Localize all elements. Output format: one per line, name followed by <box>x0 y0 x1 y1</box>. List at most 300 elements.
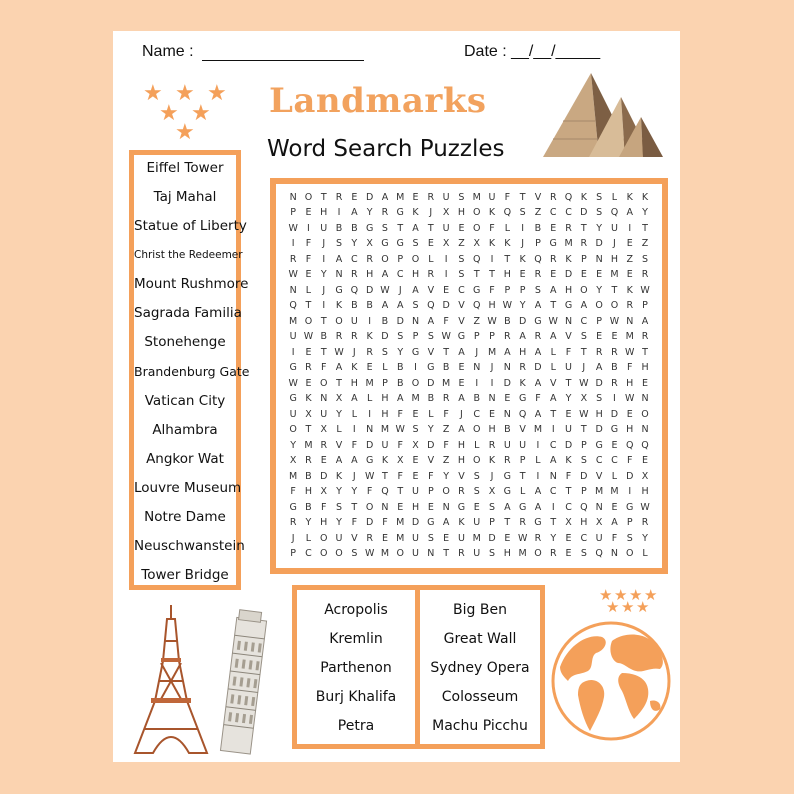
grid-letter[interactable]: T <box>397 222 404 234</box>
grid-letter[interactable]: A <box>458 424 465 436</box>
grid-letter[interactable]: I <box>368 408 372 420</box>
grid-letter[interactable]: K <box>626 284 633 296</box>
grid-letter[interactable]: U <box>519 439 527 451</box>
grid-letter[interactable]: S <box>473 470 480 482</box>
grid-letter[interactable]: F <box>489 284 495 296</box>
grid-letter[interactable]: S <box>458 253 465 265</box>
grid-letter[interactable]: E <box>305 377 312 389</box>
grid-letter[interactable]: H <box>320 517 328 529</box>
grid-letter[interactable]: I <box>521 222 525 234</box>
grid-letter[interactable]: H <box>503 548 511 560</box>
grid-letter[interactable]: H <box>366 269 374 281</box>
grid-letter[interactable]: F <box>397 439 403 451</box>
grid-letter[interactable]: S <box>412 300 419 312</box>
grid-letter[interactable]: I <box>551 424 555 436</box>
grid-letter[interactable]: F <box>366 486 373 498</box>
grid-letter[interactable]: F <box>504 192 511 203</box>
grid-letter[interactable]: Y <box>427 424 434 436</box>
grid-letter[interactable]: A <box>458 393 465 405</box>
grid-letter[interactable]: G <box>457 331 466 343</box>
grid-letter[interactable]: G <box>335 284 343 296</box>
grid-letter[interactable]: V <box>519 424 526 436</box>
grid-letter[interactable]: H <box>595 408 603 420</box>
grid-letter[interactable]: W <box>441 331 451 343</box>
grid-letter[interactable]: T <box>550 300 557 312</box>
grid-letter[interactable]: B <box>335 222 343 234</box>
grid-letter[interactable]: E <box>412 455 419 467</box>
grid-letter[interactable]: J <box>460 408 463 420</box>
grid-letter[interactable]: A <box>335 455 343 467</box>
grid-letter[interactable]: E <box>458 377 465 389</box>
grid-letter[interactable]: L <box>428 253 434 265</box>
grid-letter[interactable]: R <box>305 362 312 374</box>
grid-letter[interactable]: U <box>320 222 328 234</box>
grid-letter[interactable]: J <box>475 346 479 358</box>
grid-letter[interactable]: V <box>427 455 435 467</box>
grid-letter[interactable]: Q <box>610 207 619 219</box>
grid-letter[interactable]: B <box>534 222 542 234</box>
grid-letter[interactable]: G <box>381 238 389 250</box>
grid-letter[interactable]: G <box>626 501 634 513</box>
grid-letter[interactable]: R <box>458 548 465 560</box>
grid-letter[interactable]: T <box>519 192 526 203</box>
grid-letter[interactable]: D <box>365 517 374 529</box>
grid-letter[interactable]: E <box>381 532 388 544</box>
grid-letter[interactable]: N <box>320 393 328 405</box>
grid-letter[interactable]: E <box>458 362 465 374</box>
grid-letter[interactable]: F <box>443 315 449 327</box>
grid-letter[interactable]: Y <box>351 238 358 250</box>
grid-letter[interactable]: E <box>458 222 465 234</box>
grid-letter[interactable]: P <box>519 455 526 467</box>
grid-letter[interactable]: F <box>611 532 618 544</box>
grid-letter[interactable]: S <box>412 238 419 250</box>
grid-letter[interactable]: H <box>488 300 496 312</box>
grid-letter[interactable]: X <box>641 470 649 482</box>
grid-letter[interactable]: W <box>625 393 635 405</box>
grid-letter[interactable]: A <box>427 315 435 327</box>
grid-letter[interactable]: O <box>320 377 328 389</box>
grid-letter[interactable]: D <box>427 439 435 451</box>
grid-letter[interactable]: G <box>365 455 374 467</box>
grid-letter[interactable]: F <box>382 517 388 529</box>
grid-letter[interactable]: P <box>412 331 419 343</box>
grid-letter[interactable]: Q <box>580 501 588 513</box>
grid-letter[interactable]: M <box>289 315 298 327</box>
grid-letter[interactable]: S <box>519 207 526 219</box>
grid-letter[interactable]: M <box>487 346 497 358</box>
grid-letter[interactable]: N <box>626 315 634 327</box>
grid-letter[interactable]: E <box>580 269 587 281</box>
grid-letter[interactable]: W <box>288 222 298 234</box>
grid-letter[interactable]: U <box>565 362 573 374</box>
grid-letter[interactable]: F <box>443 408 449 420</box>
grid-letter[interactable]: T <box>642 222 648 234</box>
grid-letter[interactable]: O <box>534 548 542 560</box>
grid-letter[interactable]: P <box>290 548 297 560</box>
grid-letter[interactable]: W <box>579 408 589 420</box>
grid-letter[interactable]: S <box>381 222 388 234</box>
grid-letter[interactable]: Z <box>442 424 450 436</box>
grid-letter[interactable]: C <box>458 284 465 296</box>
grid-letter[interactable]: X <box>366 238 373 250</box>
grid-letter[interactable]: M <box>533 424 543 436</box>
grid-letter[interactable]: R <box>549 253 557 265</box>
grid-letter[interactable]: L <box>520 486 526 498</box>
grid-letter[interactable]: W <box>548 315 558 327</box>
grid-letter[interactable]: G <box>427 362 435 374</box>
grid-letter[interactable]: M <box>610 269 619 281</box>
grid-letter[interactable]: E <box>642 377 649 389</box>
grid-letter[interactable]: M <box>564 238 573 250</box>
grid-letter[interactable]: R <box>335 192 343 203</box>
grid-letter[interactable]: L <box>382 362 388 374</box>
grid-letter[interactable]: B <box>305 470 312 482</box>
grid-letter[interactable]: S <box>642 253 649 265</box>
grid-letter[interactable]: R <box>427 192 435 203</box>
grid-letter[interactable]: H <box>457 207 466 219</box>
grid-letter[interactable]: Y <box>336 517 342 529</box>
grid-letter[interactable]: O <box>473 207 481 219</box>
grid-letter[interactable]: S <box>596 192 603 203</box>
grid-letter[interactable]: K <box>458 517 465 529</box>
grid-letter[interactable]: D <box>564 439 573 451</box>
grid-letter[interactable]: O <box>411 253 420 265</box>
grid-letter[interactable]: F <box>305 253 312 265</box>
grid-letter[interactable]: A <box>641 315 649 327</box>
grid-letter[interactable]: D <box>396 315 404 327</box>
grid-letter[interactable]: B <box>442 362 450 374</box>
grid-letter[interactable]: Y <box>443 470 450 482</box>
grid-letter[interactable]: Q <box>381 486 389 498</box>
grid-letter[interactable]: V <box>427 284 435 296</box>
grid-letter[interactable]: K <box>641 192 649 203</box>
grid-letter[interactable]: O <box>411 377 420 389</box>
grid-letter[interactable]: S <box>381 346 388 358</box>
grid-letter[interactable]: H <box>381 393 389 405</box>
grid-letter[interactable]: Y <box>397 346 404 358</box>
grid-letter[interactable]: E <box>565 548 572 560</box>
grid-letter[interactable]: E <box>626 408 633 420</box>
grid-letter[interactable]: E <box>611 439 618 451</box>
grid-letter[interactable]: A <box>351 207 358 219</box>
grid-letter[interactable]: C <box>565 207 572 219</box>
grid-letter[interactable]: N <box>381 501 389 513</box>
grid-letter[interactable]: W <box>625 346 635 358</box>
grid-letter[interactable]: D <box>488 532 496 544</box>
grid-letter[interactable]: S <box>489 501 496 513</box>
grid-letter[interactable]: D <box>411 517 420 529</box>
grid-letter[interactable]: E <box>366 362 373 374</box>
grid-letter[interactable]: E <box>427 501 434 513</box>
grid-letter[interactable]: A <box>458 346 465 358</box>
grid-letter[interactable]: G <box>289 362 297 374</box>
grid-letter[interactable]: L <box>428 408 434 420</box>
grid-letter[interactable]: B <box>305 501 312 513</box>
grid-letter[interactable]: H <box>457 455 466 467</box>
grid-letter[interactable]: B <box>366 300 373 312</box>
grid-letter[interactable]: G <box>549 238 557 250</box>
grid-letter[interactable]: D <box>595 377 603 389</box>
grid-letter[interactable]: G <box>518 393 527 405</box>
grid-letter[interactable]: Y <box>642 532 648 544</box>
grid-letter[interactable]: C <box>565 501 572 513</box>
grid-letter[interactable]: S <box>351 548 358 560</box>
grid-letter[interactable]: G <box>610 424 619 436</box>
grid-letter[interactable]: S <box>458 192 465 203</box>
grid-letter[interactable]: T <box>580 222 587 234</box>
grid-letter[interactable]: Y <box>596 222 603 234</box>
grid-letter[interactable]: O <box>626 548 634 560</box>
grid-letter[interactable]: U <box>503 439 511 451</box>
grid-letter[interactable]: A <box>504 501 511 513</box>
grid-letter[interactable]: F <box>565 470 572 482</box>
grid-letter[interactable]: R <box>641 331 649 343</box>
grid-letter[interactable]: X <box>335 393 343 405</box>
grid-letter[interactable]: X <box>595 517 603 529</box>
grid-letter[interactable]: P <box>626 517 633 529</box>
grid-letter[interactable]: B <box>396 362 404 374</box>
grid-letter[interactable]: E <box>504 393 511 405</box>
grid-letter[interactable]: Q <box>427 300 435 312</box>
grid-letter[interactable]: W <box>640 284 650 296</box>
grid-letter[interactable]: S <box>427 532 434 544</box>
grid-letter[interactable]: T <box>443 548 450 560</box>
grid-letter[interactable]: Y <box>596 284 603 296</box>
grid-letter[interactable]: T <box>443 346 450 358</box>
grid-letter[interactable]: H <box>411 269 420 281</box>
grid-letter[interactable]: A <box>519 331 526 343</box>
grid-letter[interactable]: Y <box>305 517 312 529</box>
grid-letter[interactable]: O <box>365 501 374 513</box>
grid-letter[interactable]: P <box>580 486 587 498</box>
grid-letter[interactable]: S <box>336 501 343 513</box>
grid-letter[interactable]: V <box>458 470 465 482</box>
grid-letter[interactable]: U <box>412 548 420 560</box>
grid-letter[interactable]: N <box>289 284 297 296</box>
grid-letter[interactable]: G <box>473 284 481 296</box>
grid-letter[interactable]: T <box>565 486 572 498</box>
grid-letter[interactable]: X <box>320 424 327 436</box>
grid-letter[interactable]: P <box>580 253 587 265</box>
grid-letter[interactable]: S <box>412 424 419 436</box>
grid-letter[interactable]: I <box>444 253 448 265</box>
grid-letter[interactable]: N <box>641 393 649 405</box>
grid-letter[interactable]: P <box>489 331 495 343</box>
grid-letter[interactable]: E <box>305 269 312 281</box>
grid-letter[interactable]: G <box>427 517 435 529</box>
grid-letter[interactable]: S <box>427 331 434 343</box>
grid-letter[interactable]: C <box>305 548 312 560</box>
grid-letter[interactable]: Y <box>366 207 373 219</box>
grid-letter[interactable]: P <box>290 207 297 219</box>
grid-letter[interactable]: A <box>534 486 542 498</box>
grid-letter[interactable]: L <box>550 346 556 358</box>
grid-letter[interactable]: A <box>335 362 343 374</box>
grid-letter[interactable]: O <box>595 300 603 312</box>
grid-letter[interactable]: T <box>504 253 511 265</box>
grid-letter[interactable]: K <box>488 238 496 250</box>
grid-letter[interactable]: X <box>396 455 404 467</box>
grid-letter[interactable]: B <box>473 393 480 405</box>
grid-letter[interactable]: N <box>366 424 374 436</box>
grid-letter[interactable]: L <box>550 362 556 374</box>
grid-letter[interactable]: A <box>381 192 389 203</box>
grid-letter[interactable]: X <box>580 393 588 405</box>
grid-letter[interactable]: T <box>611 284 618 296</box>
grid-letter[interactable]: J <box>490 470 494 482</box>
grid-letter[interactable]: N <box>595 253 603 265</box>
grid-letter[interactable]: I <box>475 377 479 389</box>
grid-letter[interactable]: Z <box>458 238 465 250</box>
grid-letter[interactable]: U <box>473 517 481 529</box>
grid-letter[interactable]: A <box>534 501 542 513</box>
grid-letter[interactable]: X <box>442 207 450 219</box>
grid-letter[interactable]: T <box>580 346 587 358</box>
grid-letter[interactable]: K <box>335 300 343 312</box>
grid-letter[interactable]: W <box>502 300 513 312</box>
grid-letter[interactable]: V <box>458 315 465 327</box>
grid-letter[interactable]: E <box>412 470 419 482</box>
grid-letter[interactable]: H <box>503 269 511 281</box>
grid-letter[interactable]: O <box>473 455 481 467</box>
grid-letter[interactable]: F <box>428 470 434 482</box>
grid-letter[interactable]: Y <box>320 269 327 281</box>
grid-letter[interactable]: C <box>549 486 557 498</box>
grid-letter[interactable]: U <box>412 486 420 498</box>
grid-letter[interactable]: T <box>305 300 312 312</box>
grid-letter[interactable]: J <box>582 362 586 374</box>
grid-letter[interactable]: C <box>351 253 358 265</box>
grid-letter[interactable]: K <box>519 377 526 389</box>
grid-letter[interactable]: N <box>549 470 557 482</box>
grid-letter[interactable]: E <box>443 532 450 544</box>
grid-letter[interactable]: W <box>364 548 375 560</box>
grid-letter[interactable]: B <box>351 222 358 234</box>
grid-letter[interactable]: Q <box>641 439 649 451</box>
grid-letter[interactable]: R <box>519 362 526 374</box>
grid-letter[interactable]: A <box>534 300 542 312</box>
grid-letter[interactable]: P <box>382 377 388 389</box>
grid-letter[interactable]: O <box>580 284 588 296</box>
grid-letter[interactable]: D <box>442 300 450 312</box>
grid-letter[interactable]: G <box>289 393 297 405</box>
grid-letter[interactable]: E <box>642 455 649 467</box>
grid-letter[interactable]: S <box>397 331 404 343</box>
grid-letter[interactable]: U <box>457 532 465 544</box>
grid-letter[interactable]: E <box>427 238 434 250</box>
grid-letter[interactable]: X <box>488 486 496 498</box>
grid-letter[interactable]: O <box>320 532 328 544</box>
grid-letter[interactable]: E <box>412 408 419 420</box>
grid-letter[interactable]: D <box>365 284 374 296</box>
grid-letter[interactable]: I <box>414 362 417 374</box>
grid-letter[interactable]: T <box>382 470 388 482</box>
grid-letter[interactable]: T <box>519 470 526 482</box>
grid-letter[interactable]: A <box>396 300 404 312</box>
grid-letter[interactable]: H <box>304 486 313 498</box>
grid-letter[interactable]: U <box>289 331 297 343</box>
grid-letter[interactable]: R <box>595 346 603 358</box>
grid-letter[interactable]: S <box>336 238 343 250</box>
grid-letter[interactable]: O <box>442 486 450 498</box>
grid-letter[interactable]: K <box>351 362 358 374</box>
grid-letter[interactable]: G <box>396 207 404 219</box>
grid-letter[interactable]: Q <box>518 408 527 420</box>
grid-letter[interactable]: J <box>490 362 494 374</box>
grid-letter[interactable]: M <box>380 548 390 560</box>
grid-letter[interactable]: E <box>305 207 312 219</box>
grid-letter[interactable]: H <box>457 439 466 451</box>
grid-letter[interactable]: T <box>565 377 572 389</box>
grid-letter[interactable]: J <box>613 238 616 250</box>
grid-letter[interactable]: X <box>289 455 297 467</box>
grid-letter[interactable]: R <box>442 393 450 405</box>
grid-letter[interactable]: K <box>305 393 312 405</box>
grid-letter[interactable]: A <box>534 377 542 389</box>
grid-letter[interactable]: B <box>396 377 404 389</box>
grid-letter[interactable]: D <box>381 331 389 343</box>
grid-letter[interactable]: A <box>549 455 557 467</box>
grid-letter[interactable]: R <box>335 331 343 343</box>
grid-letter[interactable]: S <box>458 269 465 281</box>
grid-letter[interactable]: I <box>352 424 356 436</box>
grid-letter[interactable]: R <box>366 253 373 265</box>
grid-letter[interactable]: V <box>427 346 435 358</box>
grid-letter[interactable]: Q <box>473 300 481 312</box>
grid-letter[interactable]: O <box>335 315 343 327</box>
grid-letter[interactable]: R <box>320 439 328 451</box>
grid-letter[interactable]: B <box>504 315 511 327</box>
grid-letter[interactable]: I <box>613 393 616 405</box>
grid-letter[interactable]: E <box>611 331 618 343</box>
grid-letter[interactable]: M <box>518 548 527 560</box>
grid-letter[interactable]: I <box>368 315 372 327</box>
grid-letter[interactable]: Y <box>519 300 526 312</box>
grid-letter[interactable]: R <box>289 253 297 265</box>
grid-letter[interactable]: U <box>335 532 343 544</box>
grid-letter[interactable]: T <box>320 315 327 327</box>
grid-letter[interactable]: F <box>627 362 633 374</box>
grid-letter[interactable]: Y <box>290 439 297 451</box>
grid-letter[interactable]: K <box>381 455 389 467</box>
grid-letter[interactable]: V <box>351 532 358 544</box>
grid-letter[interactable]: U <box>610 222 618 234</box>
grid-letter[interactable]: X <box>565 517 572 529</box>
grid-letter[interactable]: W <box>288 269 298 281</box>
grid-letter[interactable]: Y <box>351 486 358 498</box>
grid-letter[interactable]: A <box>412 284 419 296</box>
grid-letter[interactable]: I <box>322 300 326 312</box>
grid-letter[interactable]: A <box>412 222 419 234</box>
grid-letter[interactable]: B <box>611 362 618 374</box>
grid-letter[interactable]: A <box>626 207 633 219</box>
grid-letter[interactable]: J <box>429 207 433 219</box>
grid-letter[interactable]: P <box>427 486 434 498</box>
grid-letter[interactable]: U <box>320 408 328 420</box>
grid-letter[interactable]: K <box>519 253 526 265</box>
grid-letter[interactable]: N <box>595 501 603 513</box>
grid-letter[interactable]: K <box>504 238 511 250</box>
grid-letter[interactable]: P <box>580 439 587 451</box>
grid-letter[interactable]: E <box>320 455 327 467</box>
grid-letter[interactable]: L <box>504 222 510 234</box>
grid-letter[interactable]: H <box>350 377 358 389</box>
grid-letter[interactable]: M <box>472 532 481 544</box>
grid-letter[interactable]: G <box>595 439 603 451</box>
grid-letter[interactable]: P <box>596 315 603 327</box>
grid-letter[interactable]: G <box>564 300 573 312</box>
